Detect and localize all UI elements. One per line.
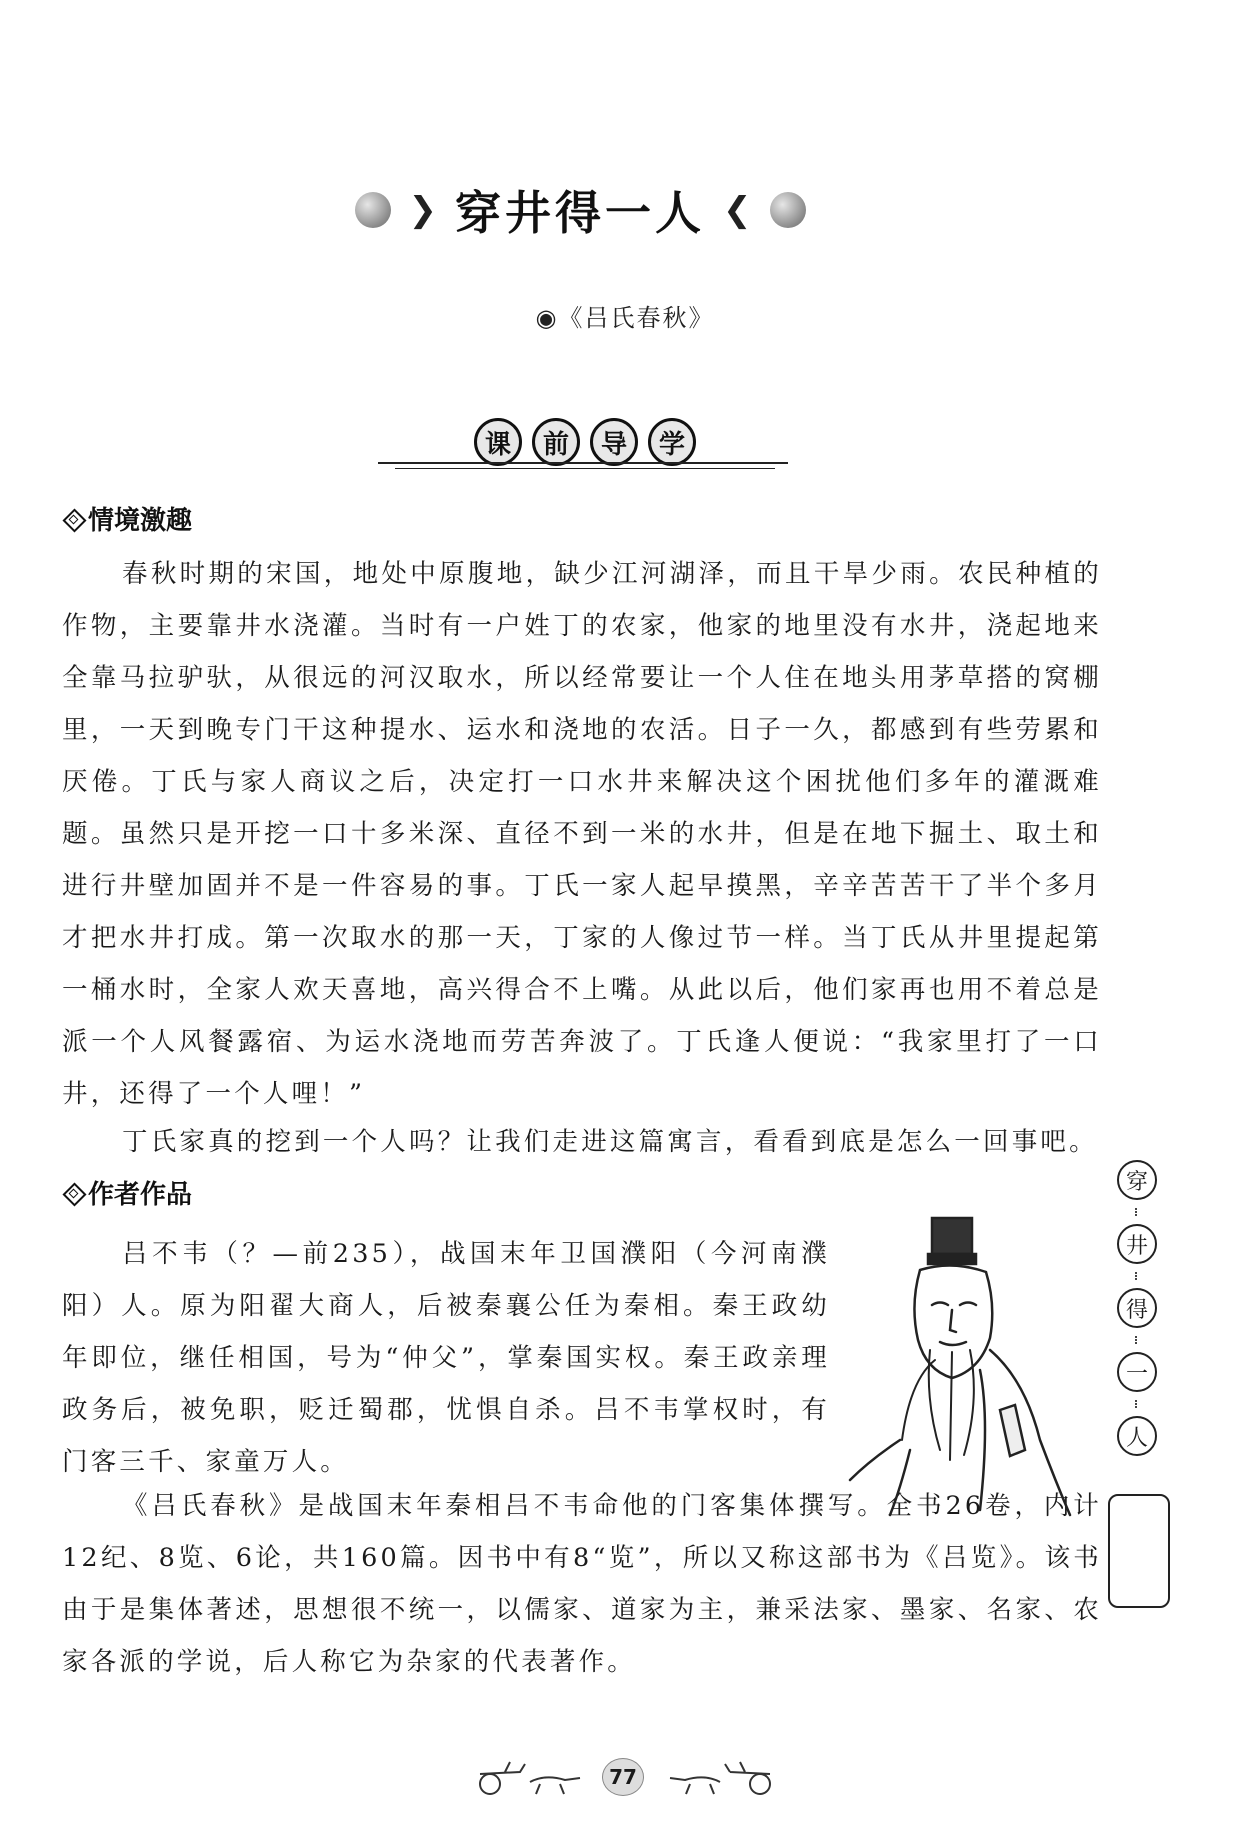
side-tab-vertical-title bbox=[1112, 1160, 1162, 1464]
page-number-footer bbox=[470, 1754, 780, 1798]
title-block bbox=[350, 175, 810, 245]
page-title: 穿井得一人 bbox=[455, 186, 705, 240]
side-tab-dots bbox=[1135, 1272, 1139, 1280]
side-tab-dots bbox=[1135, 1400, 1139, 1408]
section-banner bbox=[470, 418, 700, 466]
banner-char: 前 bbox=[532, 418, 580, 466]
side-tab-dots bbox=[1135, 1336, 1139, 1344]
diamond-bullet-icon bbox=[62, 1182, 84, 1204]
side-tab-char: 人 bbox=[1117, 1416, 1157, 1456]
banner-underline-thin bbox=[395, 468, 775, 469]
chevron-left-icon: ❮ bbox=[723, 190, 752, 230]
page-number: 77 bbox=[602, 1758, 644, 1796]
banner-underline bbox=[378, 462, 788, 464]
book-paragraph: 《吕氏春秋》是战国末年秦相吕不韦命他的门客集体撰写。全书26卷，内计12纪、8览、6论，共160篇。因书中有8“览”，所以又称这部书为《吕览》。该书由于是集体著述，思想很不统一，以儒家、道家为主，兼采法家、墨家、名家、农家各派的学说，后人称它为杂家的代表著作。 bbox=[62, 1491, 1102, 1677]
intro-closing-paragraph: 丁氏家真的挖到一个人吗？让我们走进这篇寓言，看看到底是怎么一回事吧。 bbox=[122, 1127, 1098, 1157]
author-paragraph: 吕不韦（？—前235），战国末年卫国濮阳（今河南濮阳）人。原为阳翟大商人，后被秦襄公任为秦相。秦王政幼年即位，继任相国，号为“仲父”，掌秦国实权。秦王政亲理政务后，被免职，贬迁蜀郡，忧惧自杀。吕不韦掌权时，有门客三千、家童万人。 bbox=[62, 1239, 830, 1477]
source-line: ◉《吕氏春秋》 bbox=[535, 304, 715, 332]
banner-char: 学 bbox=[648, 418, 696, 466]
side-tab-seal-box bbox=[1108, 1494, 1170, 1608]
right-ornament-ball bbox=[770, 192, 806, 228]
side-tab-char: 得 bbox=[1117, 1288, 1157, 1328]
section-heading-text: 情境激趣 bbox=[88, 506, 193, 536]
banner-char: 课 bbox=[474, 418, 522, 466]
diamond-bullet-icon bbox=[62, 508, 84, 530]
side-tab-dots bbox=[1135, 1208, 1139, 1216]
banner-char: 导 bbox=[590, 418, 638, 466]
side-tab-char: 穿 bbox=[1117, 1160, 1157, 1200]
right-chariot-icon bbox=[650, 1754, 780, 1798]
section-heading-text: 作者作品 bbox=[88, 1180, 193, 1210]
left-chariot-icon bbox=[470, 1754, 600, 1798]
intro-paragraph: 春秋时期的宋国，地处中原腹地，缺少江河湖泽，而且干旱少雨。农民种植的作物，主要靠井水浇灌。当时有一户姓丁的农家，他家的地里没有水井，浇起地来全靠马拉驴驮，从很远的河汉取水，所以经常要让一个人住在地头用茅草搭的窝棚里，一天到晚专门干这种提水、运水和浇地的农活。日子一久，都感到有些劳累和厌倦。丁氏与家人商议之后，决定打一口水井来解决这个困扰他们多年的灌溉难题。虽然只是开挖一口十多米深、直径不到一米的水井，但是在地下掘土、取土和进行井壁加固并不是一件容易的事。丁氏一家人起早摸黑，辛辛苦苦干了半个多月才把水井打成。第一次取水的那一天，丁家的人像过节一样。当丁氏从井里提起第一桶水时，全家人欢天喜地，高兴得合不上嘴。从此以后，他们家再也用不着总是派一个人风餐露宿、为运水浇地而劳苦奔波了。丁氏逢人便说：“我家里打了一口井，还得了一个人哩！” bbox=[62, 559, 1102, 1109]
section-heading-intro bbox=[62, 500, 192, 537]
left-ornament-ball bbox=[355, 192, 391, 228]
chevron-right-icon: ❯ bbox=[408, 190, 437, 230]
side-tab-char: 井 bbox=[1117, 1224, 1157, 1264]
side-tab-char: 一 bbox=[1117, 1352, 1157, 1392]
lu-buwei-portrait-illustration bbox=[840, 1210, 1080, 1520]
section-heading-author bbox=[62, 1174, 192, 1211]
